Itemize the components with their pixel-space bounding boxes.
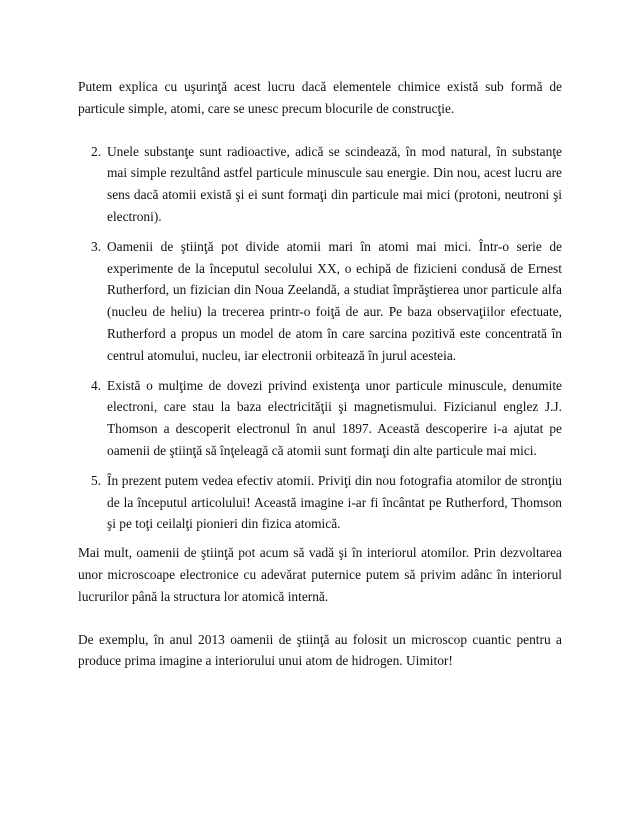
list-item (78, 470, 562, 535)
list-item-text: În prezent putem vedea efectiv atomii. Priviţi din nou fotografia atomilor de stronţiu de la începutul articolului! Această imagine i-ar fi încântat pe Rutherford, Thomson şi pe toţi ceilalţi pionieri din fizica atomică. (107, 472, 562, 532)
list-item (78, 375, 562, 462)
list-item-text: Există o mulţime de dovezi privind existenţa unor particule minuscule, denumite electroni, care stau la baza electricităţii şi magnetismului. Fizicianul englez J.J. Thomson a descoperit electronul în anul 1897. Această descoperire i-a ajutat pe oamenii de ştiinţă să înţeleagă că atomii sunt formaţi din alte particule mai mici. (107, 377, 562, 458)
list-item-number: 2. (91, 143, 102, 159)
list-item-text: Unele substanţe sunt radioactive, adică se scindează, în mod natural, în substanţe mai simple rezultând astfel particule minuscule sau energie. Din nou, acest lucru are sens dacă atomii există şi ei sunt formaţi din particule mai mici (protoni, neutroni şi electroni). (107, 143, 562, 224)
numbered-list (78, 141, 562, 536)
list-item-number: 3. (91, 238, 102, 254)
list-item (78, 141, 562, 228)
list-item-number: 5. (91, 472, 102, 488)
closing-paragraph: De exemplu, în anul 2013 oamenii de ştiinţă au folosit un microscop cuantic pentru a produce prima imagine a interiorului unui atom de hidrogen. Uimitor! (78, 631, 562, 669)
list-item (78, 236, 562, 367)
body-paragraph: Mai mult, oamenii de ştiinţă pot acum să vadă şi în interiorul atomilor. Prin dezvoltarea unor microscoape electronice cu adevărat puternice putem să privim adânc în interiorul lucrurilor până la structura lor atomică internă. (78, 545, 562, 604)
list-item-number: 4. (91, 377, 102, 393)
document-page (78, 76, 562, 672)
intro-paragraph: Putem explica cu uşurinţă acest lucru dacă elementele chimice există sub formă de particule simple, atomi, care se unesc precum blocurile de construcţie. (78, 79, 562, 116)
list-item-text: Oamenii de ştiinţă pot divide atomii mari în atomi mai mici. Într-o serie de experimente de la începutul secolului XX, o echipă de fizicieni condusă de Ernest Rutherford, un fizician din Noua Zeelandă, a studiat împrăştierea unor particule alfa (nucleu de heliu) la trecerea printr-o foiţă de aur. Pe baza observaţiilor efectuate, Rutherford a propus un model de atom în care sarcina pozitivă este concentrată în centrul atomului, nucleu, iar electronii orbitează în jurul acesteia. (107, 238, 562, 363)
